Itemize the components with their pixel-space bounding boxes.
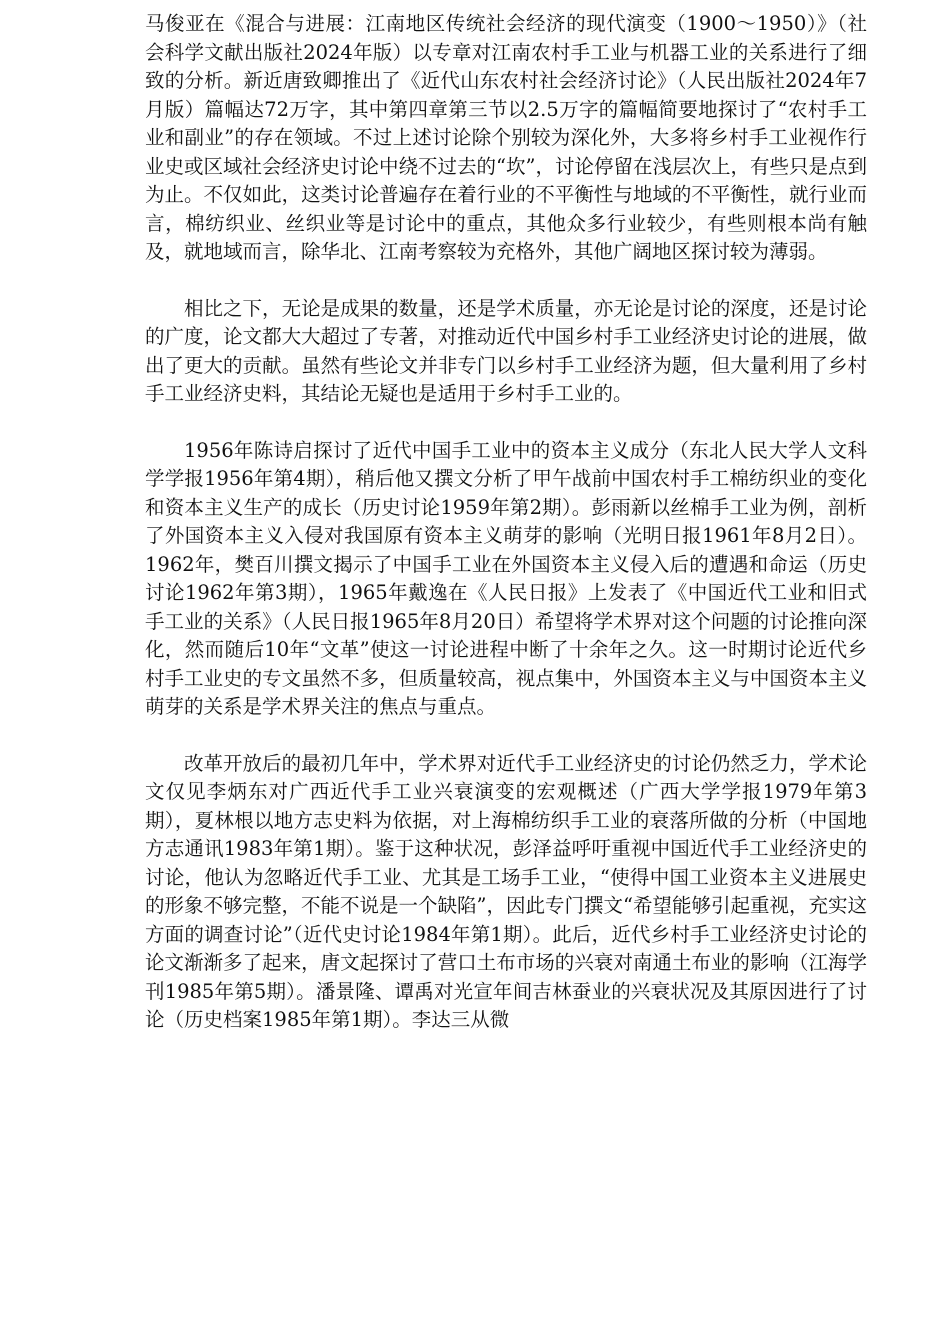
paragraph-3: 1956年陈诗启探讨了近代中国手工业中的资本主义成分（东北人民大学人文科学学报1956年第4期），稍后他又撰文分析了甲午战前中国农村手工棉纺织业的变化和资本主义生产的成长（历史讨论1959年第2期）。彭雨新以丝棉手工业为例，剖析了外国资本主义入侵对我国原有资本主义萌芽的影响（光明日报1961年8月2日）。1962年，樊百川撰文揭示了中国手工业在外国资本主义侵入后的遭遇和命运（历史讨论1962年第3期），1965年戴逸在《人民日报》上发表了《中国近代工业和旧式手工业的关系》（人民日报1965年8月20日）希望将学术界对这个问题的讨论推向深化，然而随后10年“文革”使这一讨论进程中断了十余年之久。这一时期讨论近代乡村手工业史的专文虽然不多，但质量较高，视点集中，外国资本主义与中国资本主义萌芽的关系是学术界关注的焦点与重点。 xyxy=(145,438,867,718)
paragraph-1: 马俊亚在《混合与进展：江南地区传统社会经济的现代演变（1900～1950）》（社会科学文献出版社2024年版）以专章对江南农村手工业与机器工业的关系进行了细致的分析。新近唐致卿推出了《近代山东农村社会经济讨论》（人民出版社2024年7月版）篇幅达72万字，其中第四章第三节以2.5万字的篇幅简要地探讨了“农村手工业和副业”的存在领域。不过上述讨论除个别较为深化外，大多将乡村手工业视作行业史或区域社会经济史讨论中绕不过去的“坎”，讨论停留在浅层次上，有些只是点到为止。不仅如此，这类讨论普遍存在着行业的不平衡性与地域的不平衡性，就行业而言，棉纺织业、丝织业等是讨论中的重点，其他众多行业较少，有些则根本尚有触及，就地域而言，除华北、江南考察较为充格外，其他广阔地区探讨较为薄弱。 xyxy=(145,12,867,263)
paragraph-4: 改革开放后的最初几年中，学术界对近代手工业经济史的讨论仍然乏力，学术论文仅见李炳东对广西近代手工业兴衰演变的宏观概述（广西大学学报1979年第3期），夏林根以地方志史料为依据，对上海棉纺织手工业的衰落所做的分析（中国地方志通讯1983年第1期）。鉴于这种状况，彭泽益呼吁重视中国近代手工业经济史的讨论，他认为忽略近代手工业、尤其是工场手工业，“使得中国工业资本主义进展史的形象不够完整，不能不说是一个缺陷”，因此专门撰文“希望能够引起重视，充实这方面的调查讨论”（近代史讨论1984年第1期）。此后，近代乡村手工业经济史讨论的论文渐渐多了起来，唐文起探讨了营口土布市场的兴衰对南通土布业的影响（江海学刊1985年第5期）。潘景隆、谭禹对光宣年间吉林蚕业的兴衰状况及其原因进行了讨论（历史档案1985年第1期）。李达三从微 xyxy=(145,751,867,1031)
paragraph-2: 相比之下，无论是成果的数量，还是学术质量，亦无论是讨论的深度，还是讨论的广度，论文都大大超过了专著，对推动近代中国乡村手工业经济史讨论的进展，做出了更大的贡献。虽然有些论文并非专门以乡村手工业经济为题，但大量利用了乡村手工业经济史料，其结论无疑也是适用于乡村手工业的。 xyxy=(145,296,867,405)
document-page xyxy=(145,10,867,1063)
